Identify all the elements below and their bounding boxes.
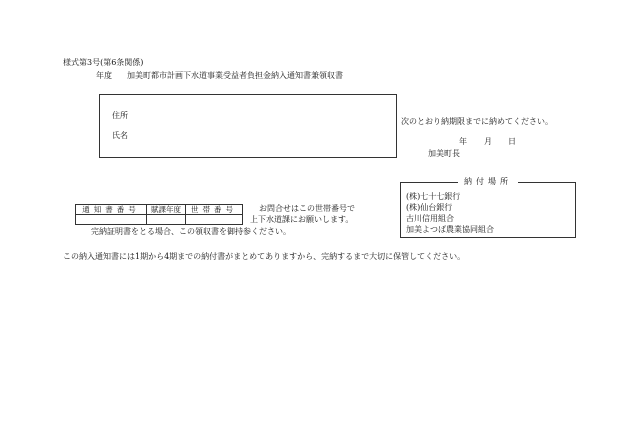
household-number-cell [186, 215, 243, 225]
household-number-header: 世帯番号 [186, 205, 243, 215]
certificate-note: 完納証明書をとる場合、この領収書を御持参ください。 [91, 227, 291, 236]
bank-item: 古川信用組合 [406, 214, 454, 223]
notice-number-header: 通知書番号 [76, 205, 147, 215]
notice-number-cell [76, 215, 147, 225]
form-number: 様式第3号(第6条関係) [63, 58, 144, 67]
info-table [75, 204, 243, 225]
assessment-year-header: 賦課年度 [147, 205, 186, 215]
info-table-header-row [76, 205, 243, 215]
date-day-label: 日 [508, 137, 516, 146]
info-table-value-row [76, 215, 243, 225]
fiscal-year-label: 年度 [96, 71, 112, 80]
bank-item: (株)七十七銀行 [406, 192, 461, 201]
document-title: 加美町都市計画下水道事業受益者負担金納入通知書兼領収書 [127, 71, 343, 80]
payment-instruction: 次のとおり納期限までに納めてください。 [401, 117, 553, 126]
footer-note: この納入通知書には1期から4期までの納付書がまとめてありますから、完納するまで大切に保管してください。 [63, 252, 466, 261]
residence-label: 住所 [112, 111, 128, 120]
inquiry-line-2: 上下水道課にお願いします。 [250, 215, 354, 224]
address-box [99, 94, 397, 158]
bank-item: 加美よつば農業協同組合 [406, 225, 494, 234]
issuer-name: 加美町長 [428, 149, 460, 158]
name-label: 氏名 [112, 131, 128, 140]
inquiry-line-1: お問合せはこの世帯番号で [259, 204, 355, 213]
assessment-year-cell [147, 215, 186, 225]
payment-locations-box [400, 177, 576, 238]
date-month-label: 月 [484, 137, 492, 146]
bank-item: (株)仙台銀行 [406, 203, 453, 212]
date-year-label: 年 [459, 137, 467, 146]
payment-locations-title: 納付場所 [458, 178, 518, 186]
